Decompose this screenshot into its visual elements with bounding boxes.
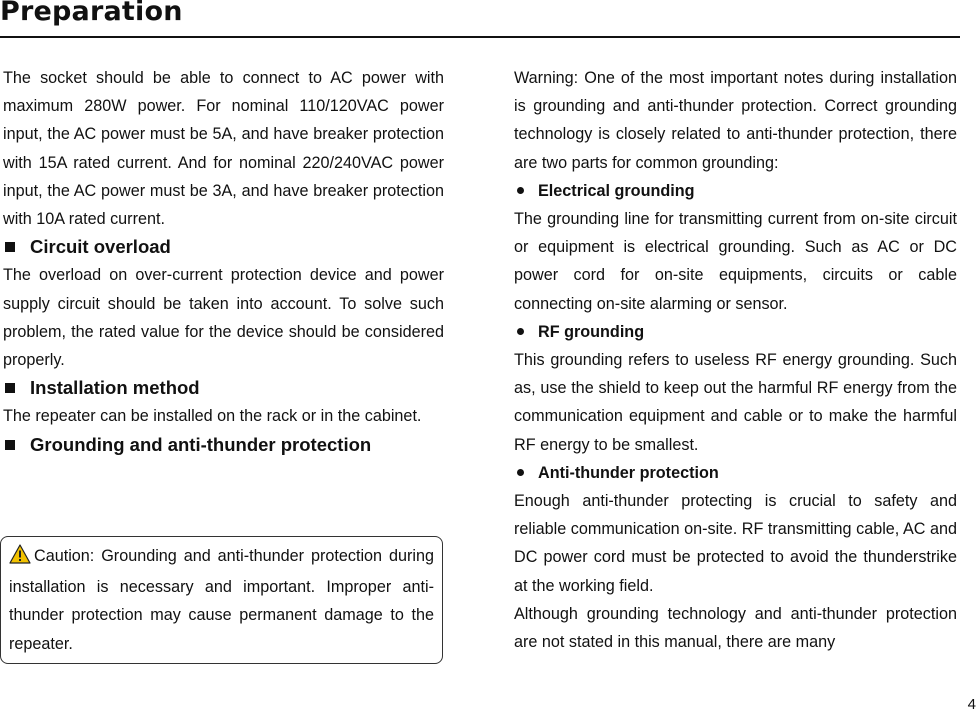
title-divider [0,36,960,38]
caution-text: Caution: Grounding and anti-thunder protection during installation is necessary and important. Improper anti-thunder protection may cause permanent damage to the repeater. [9,547,434,653]
left-column [3,64,444,459]
dot-bullet-icon [517,187,524,194]
bullet-heading-label: RF grounding [538,322,645,341]
installation-method-paragraph: The repeater can be installed on the rack or in the cabinet. [3,407,422,426]
square-bullet-icon [5,383,15,393]
bullet-heading-label: Electrical grounding [538,181,695,200]
bullet-heading-rf-grounding [514,318,957,346]
section-heading-circuit-overload [3,233,444,261]
rf-grounding-paragraph: This grounding refers to useless RF energy grounding. Such as, use the shield to keep out the harmful RF energy from the communication equipment and cable or to make the harmful RF energy to be smallest. [514,351,957,454]
section-heading-label: Grounding and anti-thunder protection [30,433,372,455]
section-heading-grounding [3,431,444,459]
section-heading-installation-method [3,374,444,402]
page-title: Preparation [0,0,183,27]
square-bullet-icon [5,242,15,252]
dot-bullet-icon [517,469,524,476]
intro-paragraph: The socket should be able to connect to AC power with maximum 280W power. For nominal 110/120VAC power input, the AC power must be 5A, and have breaker protection with 15A rated current. And for nominal 220/240VAC power input, the AC power must be 3A, and have breaker protection with 10A rated current. [3,69,444,229]
square-bullet-icon [5,440,15,450]
section-heading-label: Circuit overload [30,236,171,258]
warning-paragraph: Warning: One of the most important notes during installation is grounding and anti-thunder protection. Correct grounding technology is closely related to anti-thunder protection, there are two parts for common grounding: [514,69,957,172]
section-heading-label: Installation method [30,377,200,399]
page-number: 4 [967,696,976,713]
bullet-heading-electrical-grounding [514,177,957,205]
circuit-overload-paragraph: The overload on over-current protection device and power supply circuit should be taken into account. To solve such problem, the rated value for the device should be considered properly. [3,266,444,370]
caution-paragraph [9,542,434,658]
caution-box [0,536,443,664]
anti-thunder-paragraph: Enough anti-thunder protecting is crucial to safety and reliable communication on-site. RF transmitting cable, AC and DC power cord must be protected to avoid the thunderstrike at the working field. [514,492,957,595]
closing-paragraph: Although grounding technology and anti-thunder protection are not stated in this manual, there are many [514,604,957,652]
bullet-heading-label: Anti-thunder protection [538,463,719,482]
warning-triangle-icon [9,544,31,573]
electrical-grounding-paragraph: The grounding line for transmitting current from on-site circuit or equipment is electrical grounding. Such as AC or DC power cord for on-site equipments, circuits or cable connecting on-site alarming or sensor. [514,210,957,313]
bullet-heading-anti-thunder [514,459,957,487]
right-column [514,64,957,656]
dot-bullet-icon [517,328,524,335]
